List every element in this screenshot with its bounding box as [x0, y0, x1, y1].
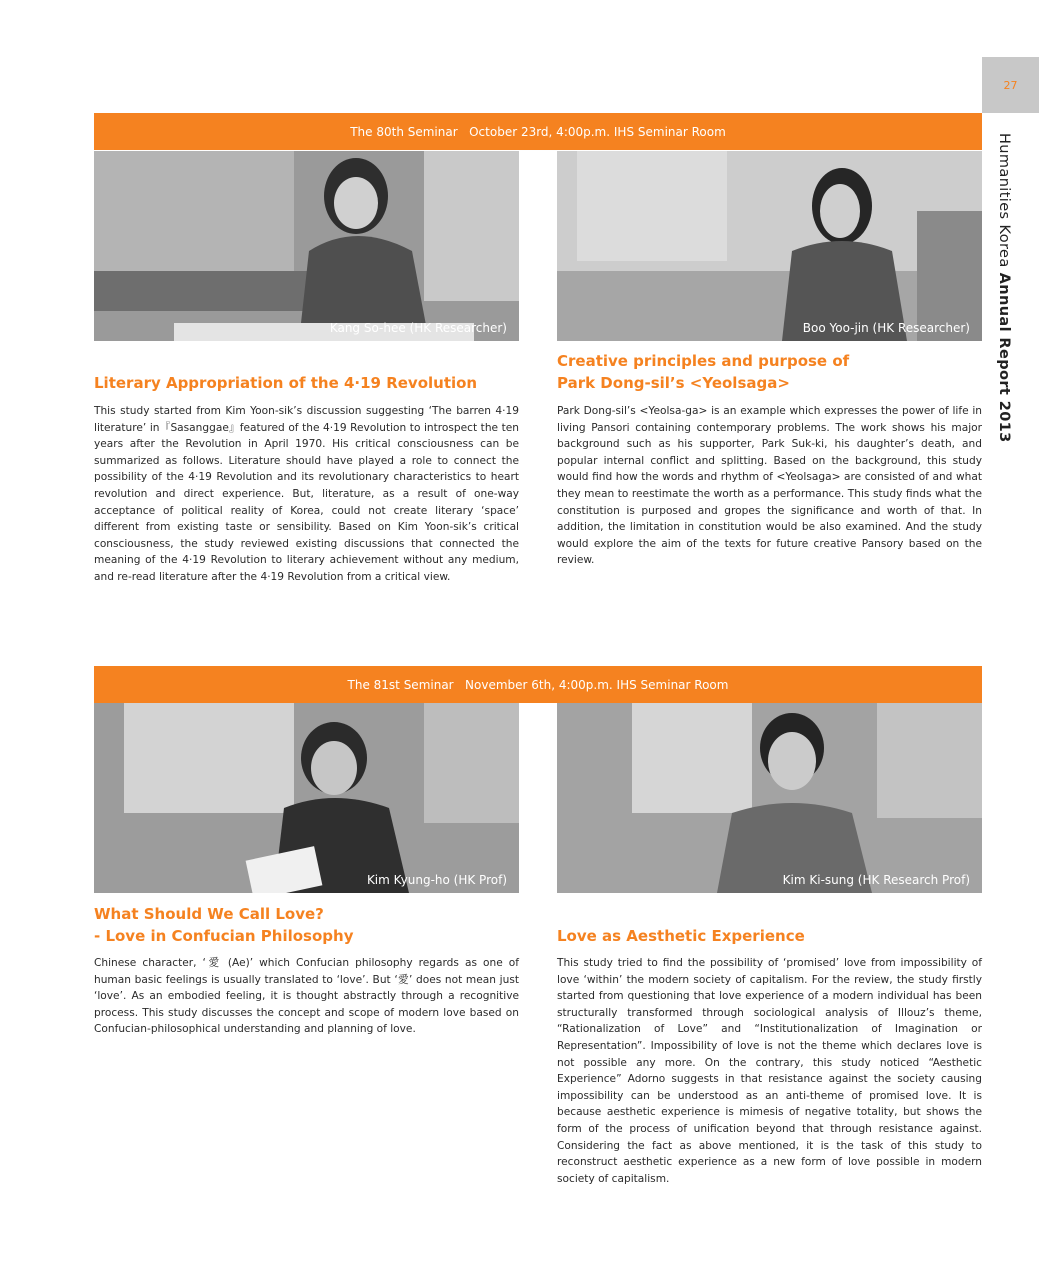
talk-title-love-as-aesthetic-experience — [557, 925, 982, 947]
seminar-80-banner: The 80th Seminar October 23rd, 4:00p.m. IHS Seminar Room — [94, 113, 982, 150]
talk-title-what-should-we-call-love — [94, 903, 519, 947]
photo-kim-ki-sung — [557, 703, 982, 893]
talk-abstract: Park Dong-sil’s <Yeolsa-ga> is an example which expresses the power of life in living Pansori containing contemporary problems. The work shows his major background such as his supporter, Park Suk-ki, his daughter’s death, and popular internal conflict and splitting. Based on the background, this study would find how the words and rhythm of <Yeolsaga> are consisted of and what they mean to reestimate the worth as a performance. This study finds what the constitution is purposed and gropes the significance and worth of that. In addition, the limitation in constitution would be also examined. And the study would explore the aim of the texts for future creative Pansory based on the review. — [557, 405, 982, 567]
title-line: Literary Appropriation of the 4·19 Revolution — [94, 374, 478, 392]
running-title-bold: Annual Report 2013 — [996, 272, 1012, 443]
photo-boo-yoo-jin-image — [557, 151, 982, 341]
photo-kim-kyung-ho-image — [94, 703, 519, 893]
running-title — [996, 133, 1012, 443]
photo-kang-so-hee — [94, 151, 519, 341]
title-line: Love as Aesthetic Experience — [557, 927, 805, 945]
photo-caption: Kang So-hee (HK Researcher) — [329, 321, 507, 335]
running-title-light: Humanities Korea — [996, 133, 1012, 273]
title-line: - Love in Confucian Philosophy — [94, 927, 354, 945]
talk-title-literary-appropriation — [94, 372, 519, 394]
talk-title-creative-principles — [557, 350, 982, 394]
photo-boo-yoo-jin — [557, 151, 982, 341]
talk-abstract: This study started from Kim Yoon-sik’s discussion suggesting ‘The barren 4·19 literature’ in『Sasanggae』featured of the 4·19 Revolution to introspect the ten years after the Revolution in April 1970. His critical consciousness can be summarized as follows. Literature should have played a role to connect the possibility of the 4·19 Revolution and its revolutionary characteristics to heart revolution and direct experience. But, literature, as a result of one-way acceptance of political reality of Korea, could not create literary ‘space’ different from existing taste or sensibility. Based on Kim Yoon-sik’s critical consciousness, the study reviewed existing discussions that connected the meaning of the 4·19 Revolution to literary achievement without any medium, and re-read literature after the 4·19 Revolution from a critical view. — [94, 405, 519, 583]
talk-abstract: Chinese character, ‘愛 (Ae)’ which Confucian philosophy regards as one of human basic feelings is usually translated to ‘love’. But ‘愛’ does not mean just ‘love’. As an embodied feeling, it is thought abstractly through a recognitive process. This study discusses the concept and scope of modern love based on Confucian-philosophical understanding and planning of love. — [94, 957, 519, 1036]
photo-kim-ki-sung-image — [557, 703, 982, 893]
photo-kim-kyung-ho — [94, 703, 519, 893]
seminar-81-banner: The 81st Seminar November 6th, 4:00p.m. IHS Seminar Room — [94, 666, 982, 703]
photo-caption: Kim Ki-sung (HK Research Prof) — [782, 873, 970, 887]
title-line: What Should We Call Love? — [94, 905, 324, 923]
photo-caption: Kim Kyung-ho (HK Prof) — [366, 873, 507, 887]
photo-caption: Boo Yoo-jin (HK Researcher) — [802, 321, 970, 335]
title-line: Creative principles and purpose of — [557, 352, 850, 370]
talk-abstract: This study tried to find the possibility of ‘promised’ love from impossibility of love ‘within’ the modern society of capitalism. For the review, the study firstly started from questioning that love experience of a modern individual has been structurally transformed through sociological analysis of Illouz’s theme, “Rationalization of Love” and “Institutionalization of Imagination or Representation”. Impossibility of love is not the theme which declares love is not possible any more. On the contrary, this study noticed “Aesthetic Experience” Adorno suggests in that resistance against the society causing impossibility can be understood as an anti-theme of promised love. It is because aesthetic experience is mimesis of negative totality, but shows the form of the process of unification beyond that through resistance against. Considering the fact as above mentioned, it is the task of this study to reconstruct aesthetic experience as a new form of love possible in modern society of capitalism. — [557, 957, 982, 1185]
title-line: Park Dong-sil’s <Yeolsaga> — [557, 374, 790, 392]
page-number: 27 — [982, 57, 1039, 113]
photo-kang-so-hee-image — [94, 151, 519, 341]
